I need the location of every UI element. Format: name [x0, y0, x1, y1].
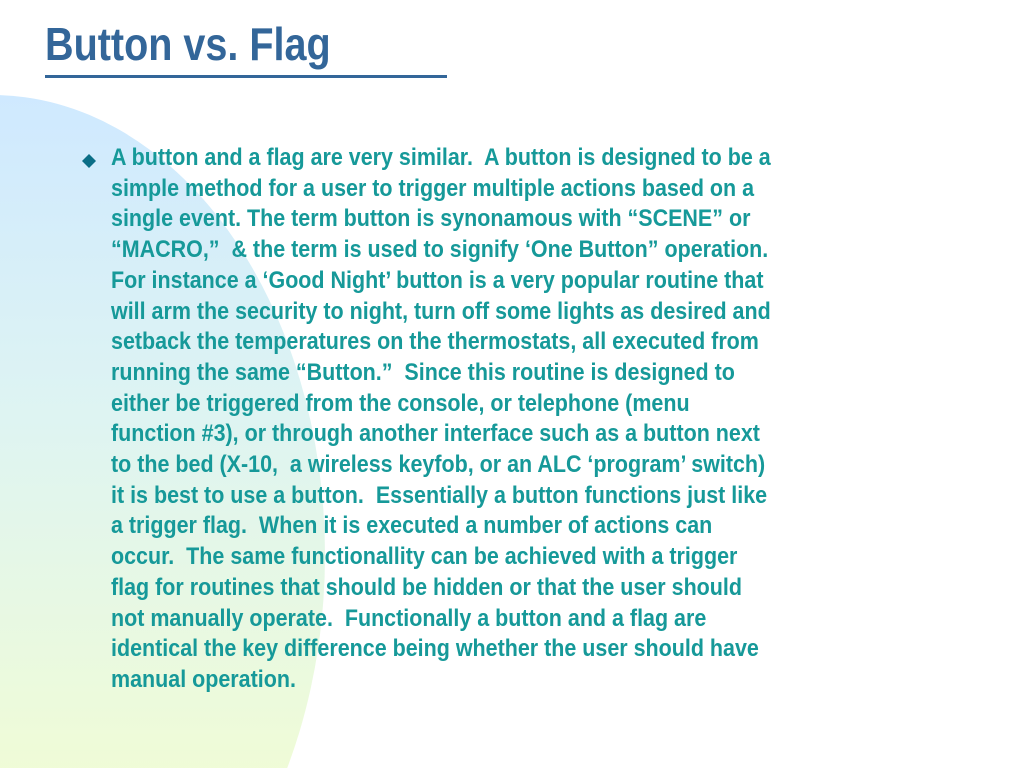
paragraph-line: manual operation.: [111, 666, 296, 693]
paragraph-line: For instance a ‘Good Night’ button is a very popular routine that: [111, 267, 764, 294]
bullet-paragraph: [111, 143, 921, 696]
paragraph-line: “MACRO,” & the term is used to signify ‘One Button” operation.: [111, 237, 769, 264]
paragraph-line: a trigger flag. When it is executed a number of actions can: [111, 513, 713, 540]
paragraph-line: A button and a flag are very similar. A button is designed to be a: [111, 145, 771, 171]
slide-title: Button vs. Flag: [45, 18, 331, 70]
paragraph-line: simple method for a user to trigger multiple actions based on a: [111, 175, 755, 202]
paragraph-line: identical the key difference being whether the user should have: [111, 636, 759, 663]
paragraph-line: occur. The same functionallity can be achieved with a trigger: [111, 544, 738, 571]
paragraph-line: setback the temperatures on the thermostats, all executed from: [111, 329, 759, 356]
title-underline: [45, 75, 447, 78]
paragraph-line: either be triggered from the console, or telephone (menu: [111, 390, 690, 417]
paragraph-line: single event. The term button is synonamous with “SCENE” or: [111, 206, 751, 233]
paragraph-line: function #3), or through another interface such as a button next: [111, 421, 760, 448]
diamond-bullet-icon: [82, 154, 96, 168]
paragraph-line: it is best to use a button. Essentially a button functions just like: [111, 482, 768, 509]
paragraph-line: to the bed (X-10, a wireless keyfob, or an ALC ‘program’ switch): [111, 452, 766, 479]
paragraph-line: will arm the security to night, turn off some lights as desired and: [111, 298, 771, 325]
paragraph-line: flag for routines that should be hidden or that the user should: [111, 574, 742, 601]
paragraph-line: running the same “Button.” Since this routine is designed to: [111, 359, 735, 386]
paragraph-line: not manually operate. Functionally a button and a flag are: [111, 605, 707, 632]
